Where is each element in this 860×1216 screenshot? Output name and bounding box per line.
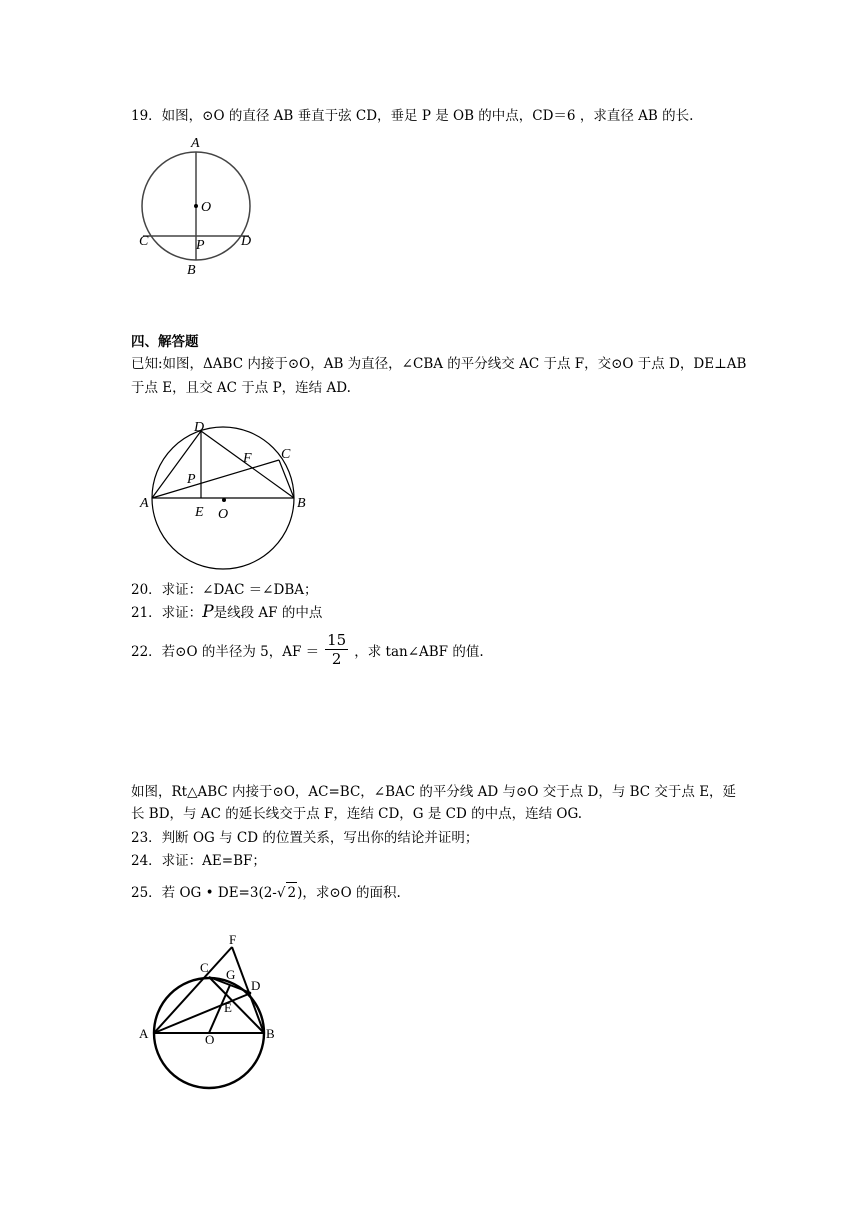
p2-label-b: B [266,1026,275,1041]
q20-text: 20．求证：∠DAC ＝∠DBA； [131,582,318,598]
p2-label-a: A [139,1026,149,1041]
p2-label-e: E [224,1000,232,1015]
problem2-figure [134,930,284,1090]
problem2-intro-line2: 长 BD，与 AC 的延长线交于点 F，连结 CD，G 是 CD 的中点，连结 OG. [131,806,583,822]
section4-intro-line2: 于点 E，且交 AC 于点 P，连结 AD. [131,380,351,396]
q19-label-d: D [241,234,252,249]
q22-text: 22．若⊙O 的半径为 5，AF ＝ $\frac{15}{2}$ ，求 tan∠ABF 的值. [131,631,484,668]
s4-label-a: A [140,496,149,511]
q19-label-a: A [191,136,200,151]
s4-label-p: P [187,472,196,487]
section4-intro-line1: 已知:如图，ΔABC 内接于⊙O，AB 为直径，∠CBA 的平分线交 AC 于点 F，交⊙O 于点 D，DE⊥AB [131,356,747,372]
section-heading: 四、解答题 [131,334,199,350]
p2-line-ad [154,993,251,1033]
p2-line-af [154,947,232,1033]
s4-label-e: E [195,505,204,520]
p2-label-f: F [229,932,237,947]
s4-line-ac [152,460,279,498]
q19-text: 19．如图，⊙O 的直径 AB 垂直于弦 CD，垂足 P 是 OB 的中点，CD＝6 ，求直径 AB 的长. [131,108,694,124]
q23-text: 23．判断 OG 与 CD 的位置关系，写出你的结论并证明； [131,830,479,846]
s4-label-b: B [297,496,306,511]
problem2-intro-line1: 如图，Rt△ABC 内接于⊙O，AC=BC，∠BAC 的平分线 AD 与⊙O 交于点 D，与 BC 交于点 E，延 [131,784,737,800]
q25-text: 25．若 OG • DE=3(2-√ 2)，求⊙O 的面积. [131,882,401,903]
q22-fraction: $\frac{15}{2}$ [327,631,347,668]
s4-label-o: O [218,507,229,522]
q21-text: 21．求证：P是线段 AF 的中点 [131,602,323,622]
p2-label-c: C [200,960,209,975]
s4-line-ad [152,431,201,498]
q19-label-o: O [201,200,212,215]
q19-label-c: C [139,234,149,249]
s4-label-d: D [194,420,205,435]
p2-label-d: D [251,978,261,993]
q19-label-b: B [187,263,196,278]
q24-text: 24．求证：AE=BF； [131,853,266,869]
p2-label-o: O [205,1032,215,1047]
s4-center-dot [222,498,226,502]
q19-label-p: P [196,238,205,253]
s4-label-c: C [281,447,291,462]
p2-label-g: G [226,967,236,982]
q19-center-dot [194,204,198,208]
section4-figure [135,415,315,570]
s4-label-f: F [243,451,252,466]
q19-figure [130,132,270,282]
